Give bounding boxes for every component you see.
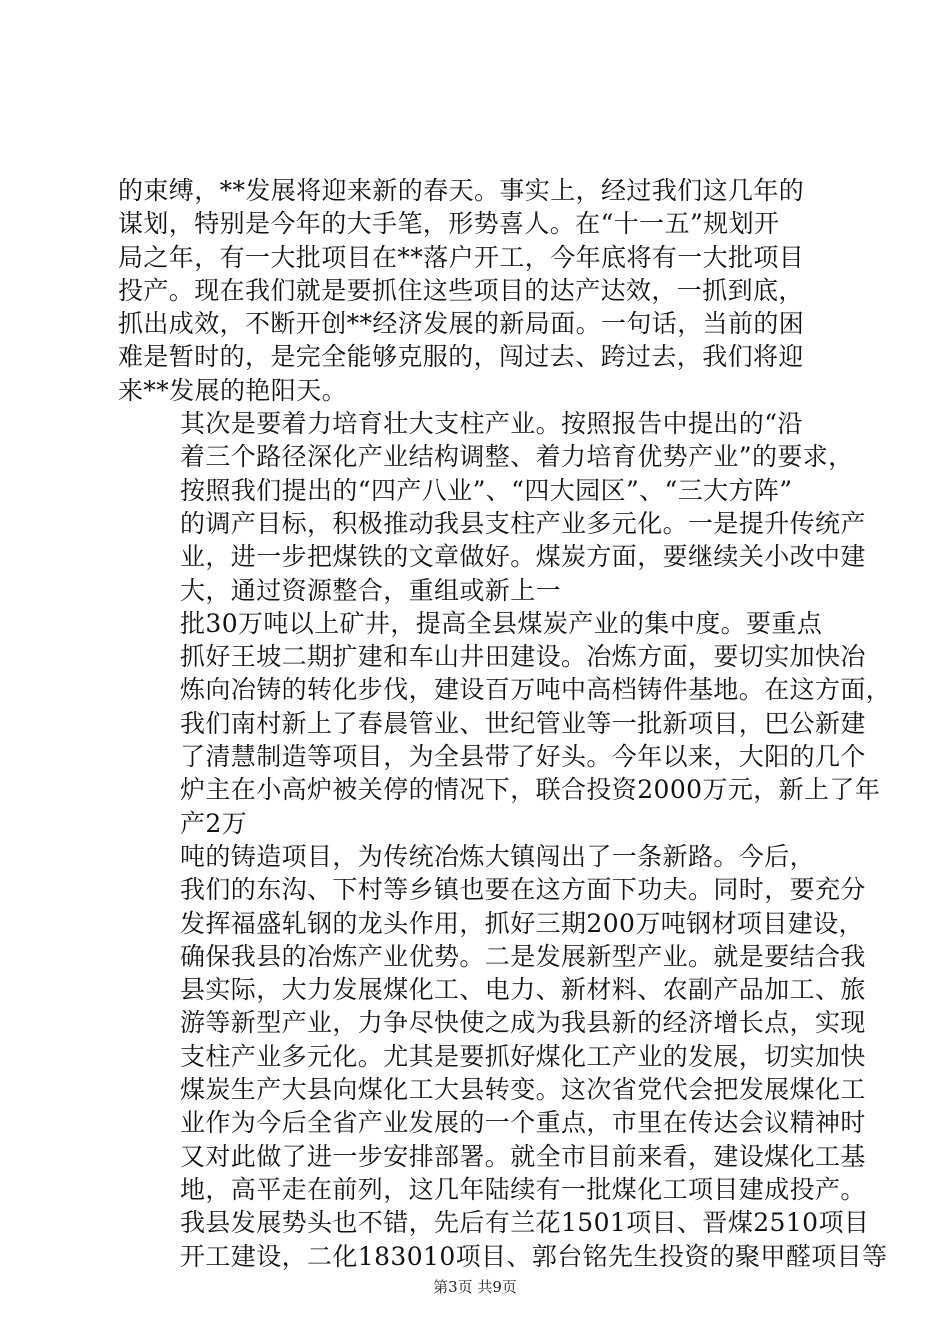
text-line: 的束缚，**发展将迎来新的春天。事实上，经过我们这几年的 xyxy=(118,176,805,205)
text-line: 发挥福盛轧钢的龙头作用，抓好三期200万吨钢材项目建设， xyxy=(180,908,864,938)
text-line: 开工建设，二化183010项目、郭台铭先生投资的聚甲醛项目等 xyxy=(180,1241,888,1271)
paragraph xyxy=(118,407,866,607)
text-line: 谋划，特别是今年的大手笔，形势喜人。在“十一五”规划开 xyxy=(118,209,780,239)
text-line: 我县发展势头也不错，先后有兰花1501项目、晋煤2510项目 xyxy=(180,1208,870,1238)
text-line: 我们的东沟、下村等乡镇也要在这方面下功夫。同时，要充分 xyxy=(180,875,866,905)
text-line: 我们南村新上了春晨管业、世纪管业等一批新项目，巴公新建 xyxy=(180,708,866,738)
text-line: 批30万吨以上矿井，提高全县煤炭产业的集中度。要重点 xyxy=(180,608,823,638)
text-line: 确保我县的冶炼产业优势。二是发展新型产业。就是要结合我 xyxy=(180,941,866,971)
text-line: 抓好王坡二期扩建和车山井田建设。冶炼方面，要切实加快冶 xyxy=(180,642,866,672)
paragraph xyxy=(118,174,838,407)
text-line: 来**发展的艳阳天。 xyxy=(118,375,348,405)
text-line: 按照我们提出的“四产八业”、“四大园区”、“三大方阵” xyxy=(180,475,793,505)
text-line: 局之年，有一大批项目在**落户开工，今年底将有一大批项目 xyxy=(118,242,805,272)
text-line: 的调产目标，积极推动我县支柱产业多元化。一是提升传统产 xyxy=(180,508,866,538)
text-line: 产2万 xyxy=(180,808,248,838)
paragraph xyxy=(118,607,892,840)
text-line: 游等新型产业，力争尽快使之成为我县新的经济增长点，实现 xyxy=(180,1008,866,1038)
document-body xyxy=(118,174,892,1273)
text-line: 炼向冶铸的转化步伐，建设百万吨中高档铸件基地。在这方面， xyxy=(180,675,892,705)
paragraph xyxy=(118,840,888,1273)
text-line: 吨的铸造项目，为传统冶炼大镇闯出了一条新路。今后， xyxy=(180,841,816,871)
text-line: 业作为今后全省产业发展的一个重点，市里在传达会议精神时 xyxy=(180,1108,866,1138)
page-footer: 第3页 共9页 xyxy=(433,1278,517,1296)
text-line: 炉主在小高炉被关停的情况下，联合投资2000万元，新上了年 xyxy=(180,775,881,805)
text-line: 又对此做了进一步安排部署。就全市目前来看，建设煤化工基 xyxy=(180,1141,866,1171)
text-line: 地，高平走在前列，这几年陆续有一批煤化工项目建成投产。 xyxy=(180,1174,866,1204)
text-line: 着三个路径深化产业结构调整、着力培育优势产业”的要求， xyxy=(180,442,854,472)
text-line: 业，进一步把煤铁的文章做好。煤炭方面，要继续关小改中建 xyxy=(180,542,866,572)
text-line: 难是暂时的，是完全能够克服的，闯过去、跨过去，我们将迎 xyxy=(118,342,804,372)
text-line: 县实际，大力发展煤化工、电力、新材料、农副产品加工、旅 xyxy=(180,975,866,1005)
text-line: 煤炭生产大县向煤化工大县转变。这次省党代会把发展煤化工 xyxy=(180,1075,866,1105)
text-line: 了清慧制造等项目，为全县带了好头。今年以来，大阳的几个 xyxy=(180,742,866,772)
text-line: 大，通过资源整合，重组或新上一 xyxy=(180,575,562,605)
text-line: 投产。现在我们就是要抓住这些项目的达产达效，一抓到底， xyxy=(118,275,804,305)
text-line: 其次是要着力培育壮大支柱产业。按照报告中提出的“沿 xyxy=(180,409,803,439)
text-line: 抓出成效，不断开创**经济发展的新局面。一句话，当前的困 xyxy=(118,309,805,339)
text-line: 支柱产业多元化。尤其是要抓好煤化工产业的发展，切实加快 xyxy=(180,1041,866,1071)
